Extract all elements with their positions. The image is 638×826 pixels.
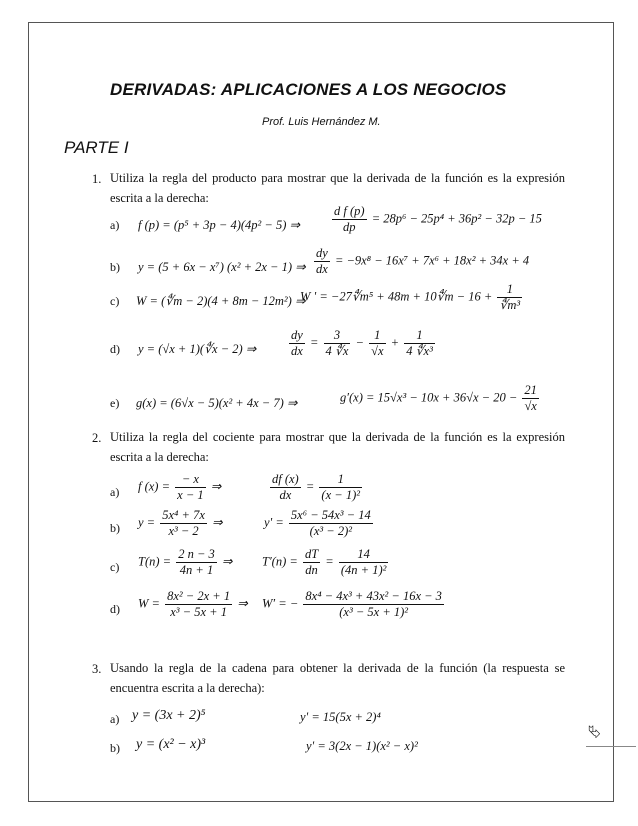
q1e-frac-den: √x	[524, 399, 537, 413]
q1d-label: d)	[110, 342, 120, 356]
q2b-function	[138, 508, 222, 539]
q1b-deriv-result: = −9x⁸ − 16x⁷ + 7x⁶ + 18x² + 34x + 4	[334, 253, 530, 268]
q2c-function	[138, 547, 232, 578]
q2a-lhs: f (x) =	[138, 479, 171, 494]
author: Prof. Luis Hernández M.	[262, 116, 381, 128]
q2b-rhs-pre: y' =	[264, 515, 284, 530]
q2c-dnum: dT	[304, 547, 319, 561]
q2a-derivative	[268, 472, 364, 503]
q2d-rhs-pre: W′ = −	[262, 596, 299, 611]
q2a-dden: dx	[279, 488, 292, 502]
q2c-lhs: T(n) =	[138, 554, 172, 569]
q3b-label: b)	[110, 741, 120, 755]
q2d-lhs: W =	[138, 596, 160, 611]
q1d-term3-num: 1	[404, 328, 435, 344]
q2a-label: a)	[110, 485, 120, 499]
q2c-rnum: 14	[339, 547, 389, 563]
q1a-deriv-num: d f (p)	[334, 204, 365, 218]
q1b-derivative	[312, 246, 529, 277]
q2b-den: x³ − 2	[168, 524, 199, 538]
q2d-label: d)	[110, 602, 120, 616]
q2b-arrow: ⇒	[212, 515, 223, 530]
q2c-rhs-pre: T′(n) =	[262, 554, 298, 569]
q1-number: 1.	[92, 172, 102, 186]
q2a-dnum: df (x)	[272, 472, 299, 486]
q1c-frac-num: 1	[497, 282, 522, 298]
q2a-eq: =	[305, 479, 315, 494]
q1e-derivative	[340, 383, 541, 414]
q2a-arrow: ⇒	[210, 479, 222, 494]
q2c-derivative	[262, 547, 390, 578]
q3a-function: y = (3x + 2)⁵	[132, 708, 206, 723]
q2d-num: 8x² − 2x + 1	[167, 589, 231, 603]
q1d-function: y = (√x + 1)(∜x − 2) ⇒	[138, 342, 257, 356]
q1b-label: b)	[110, 260, 120, 274]
q1c-label: c)	[110, 294, 120, 308]
q1b-deriv-den: dx	[316, 262, 328, 276]
footer-rule	[586, 746, 636, 747]
q2a-rden: (x − 1)²	[321, 488, 360, 502]
q1-text: Utiliza la regla del producto para mostrar que la derivada de la función es la expresión escrita a la derecha:	[110, 171, 565, 205]
q2c-dden: dn	[305, 563, 318, 577]
q3a-label: a)	[110, 712, 120, 726]
q2b-num: 5x⁴ + 7x	[162, 508, 205, 522]
q2d-den: x³ − 5x + 1	[170, 605, 227, 619]
q1d-op2: +	[390, 335, 400, 350]
q1d-term1-num: 3	[324, 328, 351, 344]
q2d-arrow: ⇒	[237, 596, 248, 611]
q1d-term2-num: 1	[369, 328, 385, 344]
q2b-lhs: y =	[138, 515, 156, 530]
q1d-equals: =	[309, 335, 319, 350]
q2d-derivative	[262, 589, 446, 620]
q1d-term3-den: 4 ∜x³	[406, 344, 433, 358]
q2b-label: b)	[110, 521, 120, 535]
q2c-arrow: ⇒	[221, 554, 233, 569]
q2a-function	[138, 472, 221, 503]
q1c-derivative	[300, 282, 524, 313]
q1b-function: y = (5 + 6x − x⁷) (x² + 2x − 1) ⇒	[138, 260, 306, 274]
q1c-frac-den: ∜m³	[499, 298, 521, 312]
q1a-function: f (p) = (p⁵ + 3p − 4)(4p² − 5) ⇒	[138, 218, 301, 232]
q1d-deriv-num: dy	[291, 328, 303, 342]
q2c-rden: (4n + 1)²	[340, 563, 387, 577]
q2-number: 2.	[92, 431, 102, 445]
q1a-deriv-result: = 28p⁶ − 25p⁴ + 36p² − 32p − 15	[371, 211, 542, 226]
q1c-function: W = (∜m − 2)(4 + 8m − 12m²) ⇒	[136, 294, 306, 308]
q1e-deriv-result: g′(x) = 15√x³ − 10x + 36√x − 20 −	[340, 390, 518, 405]
hand-pointer-icon: ⮱	[588, 722, 601, 741]
q2d-rnum: 8x⁴ − 4x³ + 43x² − 16x − 3	[305, 589, 442, 603]
q1d-derivative	[287, 328, 437, 359]
q1d-term1-den: 4 ∜x	[325, 344, 349, 358]
q1d-deriv-den: dx	[291, 344, 303, 358]
q3a-derivative: y' = 15(5x + 2)⁴	[300, 710, 381, 724]
q1e-function: g(x) = (6√x − 5)(x² + 4x − 7) ⇒	[136, 396, 298, 410]
q2c-label: c)	[110, 560, 120, 574]
q1c-deriv-result: W ' = −27∜m⁵ + 48m + 10∜m − 16 +	[300, 289, 493, 304]
q3-number: 3.	[92, 662, 102, 676]
q1a-derivative	[330, 204, 542, 235]
q2b-rnum: 5x⁶ − 54x³ − 14	[290, 508, 371, 522]
q1b-deriv-num: dy	[316, 246, 328, 260]
q2a-den: x − 1	[177, 488, 204, 502]
q2c-den: 4n + 1	[179, 563, 214, 577]
q1d-term2-den: √x	[371, 344, 384, 358]
q1a-deriv-den: dp	[343, 220, 356, 234]
q2a-rnum: 1	[319, 472, 362, 488]
q2-text: Utiliza la regla del cociente para mostrar que la derivada de la función es la expresión escrita a la derecha:	[110, 430, 565, 464]
q1d-op1: −	[355, 335, 364, 350]
q1a-label: a)	[110, 218, 120, 232]
q2c-num: 2 n − 3	[178, 547, 215, 561]
q2c-eq: =	[325, 554, 334, 569]
part-heading: PARTE I	[64, 138, 129, 157]
q2d-rden: (x³ − 5x + 1)²	[339, 605, 409, 619]
q2b-derivative	[264, 508, 375, 539]
q2b-rden: (x³ − 2)²	[309, 524, 352, 538]
q2a-num: − x	[175, 472, 205, 488]
q1e-label: e)	[110, 396, 120, 410]
q3-text: Usando la regla de la cadena para obtener la derivada de la función (la respuesta se encuentra escrita a la derecha):	[110, 661, 565, 695]
document-title: DERIVADAS: APLICACIONES A LOS NEGOCIOS	[110, 80, 507, 99]
q2d-function	[138, 589, 248, 620]
q3b-function: y = (x² − x)³	[136, 737, 206, 752]
q3b-derivative: y' = 3(2x − 1)(x² − x)²	[306, 739, 418, 753]
q1e-frac-num: 21	[524, 383, 537, 397]
